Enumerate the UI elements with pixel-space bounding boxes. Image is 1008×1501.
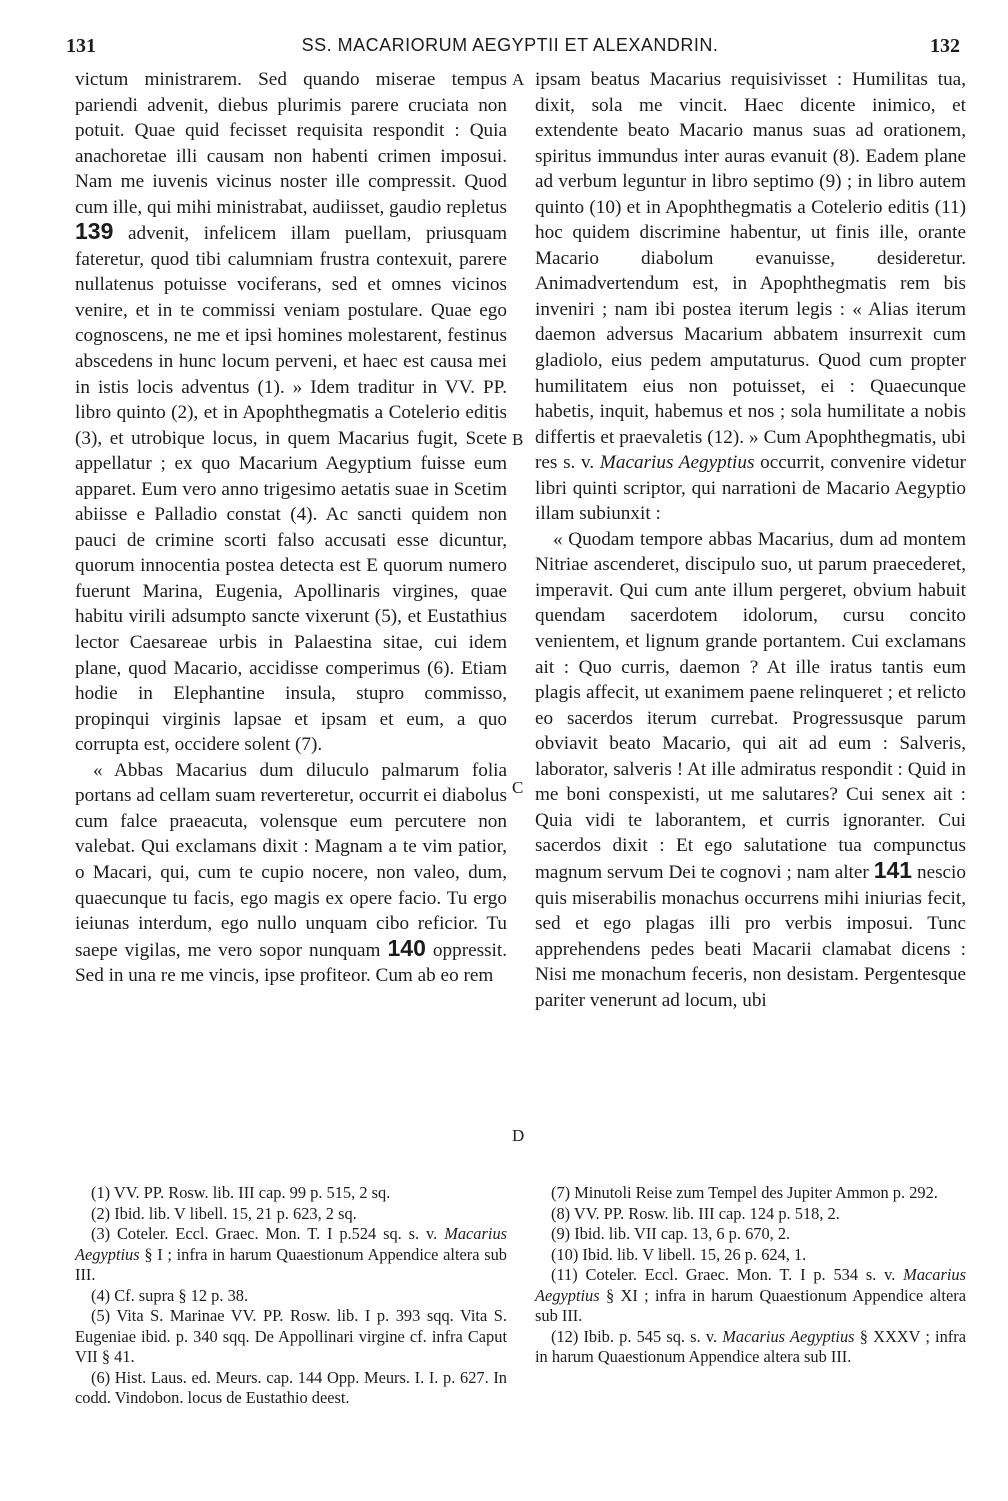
section-marker-c: C: [512, 778, 524, 797]
running-title: SS. MACARIORUM AEGYPTII ET ALEXANDRIN.: [301, 35, 719, 55]
footnote-11-italic: Macarius Aegyptius: [535, 1265, 966, 1305]
footnote-1: (1) VV. PP. Rosw. lib. III cap. 99 p. 515, 2 sq.: [91, 1183, 391, 1202]
footnote-8: (8) VV. PP. Rosw. lib. III cap. 124 p. 518, 2.: [551, 1203, 840, 1223]
right-p1-italic: Macarius Aegyptius: [599, 452, 755, 474]
page-number-left: 131: [66, 35, 96, 57]
column-number-141: 141: [873, 856, 913, 883]
footnote-12-text-a: (12) Ibib. p. 545 sq. s. v.: [551, 1326, 718, 1346]
column-number-139: 139: [75, 218, 114, 245]
footnote-6: (6) Hist. Laus. ed. Meurs. cap. 144 Opp. Meurs. I. I. p. 627. In codd. Vindobon. locus de Eustathio deest.: [75, 1367, 507, 1407]
right-p2-text-a: « Quodam tempore abbas Macarius, dum ad montem Nitriae ascenderet, discipulo suo, ut parum praecederet, imperavit. Qui cum ante illum pergeret, obvium habuit quendam sacerdotem idolorum, cursu concito venientem, et lignum grande portantem. Cui exclamans ait : Quo curris, daemon ? At ille iratus tantis eum plagis affecit, ut exanimem paene relinqueret ; et relicto eo sacerdos iterum currebat. Progressusque parum obviavit beato Macario, qui ait ad eum : Salveris, laborator, salveris ! At ille admiratus respondit : Quid in me boni conspexisti, ut me salutares? Cui senex ait : Quia vidi te laborantem, et curris ignoranter. Cui sacerdos dixit : Et ego salutatione tua compunctus magnum servum Dei te cognovi ; nam alter: [535, 528, 966, 883]
footnote-3: [75, 1224, 507, 1286]
footnote-10: (10) Ibid. lib. V libell. 15, 26 p. 624, 1.: [551, 1244, 807, 1264]
footnotes-right: [535, 1183, 966, 1368]
left-p2-text-b: oppressit. Sed in una re me vincis, ipse profiteor. Cum ab eo rem: [75, 939, 508, 987]
section-marker-d: D: [512, 1126, 525, 1145]
left-p1-text-a: victum ministrarem. Sed quando miserae tempus pariendi advenit, diebus plurimis parere cruciata non potuit. Quae quid fecisset requisita respondit : Quia anachoretae illi causam non habenti crimen imposui. Nam me iuvenis vicinus noster ille compressit. Quod cum ille, qui mihi ministrabat, audiisset, gaudio repletus: [75, 69, 507, 218]
right-p1-text: ipsam beatus Macarius requisivisset : Humilitas tua, dixit, sola me vincit. Haec dicente inimico, et extendente beato Macario manus suas ad orationem, spiritus immundus inter auras evanuit (8). Eadem plane ad verbum leguntur in libro septimo (9) ; in libro autem quinto (10) et in Apophthegmatis a Cotelerio editis (11) hoc quidem discrimine habentur, ut finis ille, orante Macario diabolum evanuisse, desideretur. Animadvertendum est, in Apophthegmatis rem bis inveniri ; nam ibi postea iterum legis : « Alias iterum daemon adversus Macarium abbatem insurrexit cum gladiolo, eius pedem amputaturus. Quod cum propter humilitatem eius non potuisset, ei : Quaecunque habetis, inquit, habemus et nos ; sola humilitate a nobis differtis et praevaletis (12). » Cum Apophthegmatis, ubi res s. v.: [535, 69, 966, 474]
left-p1-text-b: advenit, infelicem illam puellam, priusquam fateretur, quod tibi calumniam frustra contexuit, parere nullatenus potuisse vociferans, sed et omnes vicinos venire, et in te commissi veniam postulare. Quae ego cognoscens, ne me et ipsi homines molestarent, festinus abscedens in hunc locum perveni, et haec est causa mei in istis locis adventus (1). » Idem traditur in VV. PP. libro quinto (2), et in Apophthegmatis a Cotelerio editis (3), et utrobique locus, in quem Macarius fugit, Scete appellatur ; ex quo Macarium Aegyptium fuisse eum apparet. Eum vero anno trigesimo aetatis suae in Scetim abiisse e Palladio constat (4). Ac sancti quidem non pauci de crimine scorti falso accusati esse dicuntur, quorum innocentia postea detecta est E quorum numero fuerunt Marina, Eugenia, Apollinaris virgines, quae habitu virili adsumpto sancte vixerunt (5), et Eustathius lector Caesareae urbis in Palaestina sitae, cui idem plane, quod Macario, accidisse comperimus (6). Etiam hodie in Elephantine insula, stupro commisso, propinqui virginis lapsae et ipsam et eum, a quo corrupta est, occidere solent (7).: [75, 223, 508, 756]
section-marker-b: B: [512, 430, 524, 449]
left-paragraph-2: [75, 758, 507, 989]
footnote-3-text-a: (3) Coteler. Eccl. Graec. Mon. T. I p.524 sq. s. v.: [91, 1224, 438, 1243]
footnote-9: (9) Ibid. lib. VII cap. 13, 6 p. 670, 2.: [551, 1224, 791, 1243]
footnote-12: [535, 1327, 966, 1368]
section-marker-a: A: [512, 70, 525, 89]
right-column: [535, 67, 966, 1013]
running-header: [0, 35, 1008, 61]
left-column: [75, 67, 507, 989]
footnote-3-italic: Macarius Aegyptius: [75, 1224, 508, 1264]
column-number-140: 140: [387, 934, 426, 961]
right-p2-text-b: nescio quis miserabilis monachus occurrens mihi iniurias fecit, sed et ego plagas illi pro verbis imposui. Tunc apprehendens pedes beati Macarii clamabat dicens : Nisi me monachum feceris, non desistam. Pergentesque pariter venerunt ad locum, ubi: [535, 861, 966, 1011]
footnote-11-text-b: § XI ; infra in harum Quaestionum Appendice altera sub III.: [535, 1285, 966, 1325]
footnote-11: [535, 1265, 966, 1327]
footnote-12-text-b: § XXXV ; infra in harum Quaestionum Appendice altera sub III.: [535, 1326, 966, 1366]
footnote-2: (2) Ibid. lib. V libell. 15, 21 p. 623, 2 sq.: [91, 1203, 357, 1223]
page-number-right: 132: [930, 35, 960, 57]
left-p2-text-a: « Abbas Macarius dum diluculo palmarum folia portans ad cellam suam reverteretur, occurrit ei diabolus cum falce praeacuta, volensque eum percutere non valebat. Qui exclamans dixit : Magnam a te vim patior, o Macari, qui, cum te cupio nocere, non valeo, dum, quaecunque tu facis, ego magis ex opere facio. Tu ergo ieiunas interdum, ego nullo unquam cibo reficior. Tu saepe vigilas, me vero sopor nunquam: [75, 759, 507, 961]
footnote-7: (7) Minutoli Reise zum Tempel des Jupiter Ammon p. 292.: [551, 1183, 938, 1202]
right-p1-text-end: occurrit, convenire videtur libri quinti scriptor, qui narrationi de Macario Aegyptio illam subiunxit :: [535, 452, 967, 525]
footnote-12-italic: Macarius Aegyptius: [722, 1326, 855, 1346]
right-paragraph-1: [535, 67, 966, 527]
footnote-5: (5) Vita S. Marinae VV. PP. Rosw. lib. I p. 393 sqq. Vita S. Eugeniae ibid. p. 340 sqq. De Appollinari virgine cf. infra Caput VII § 41.: [75, 1306, 507, 1366]
left-paragraph-1: [75, 67, 507, 758]
right-paragraph-2: [535, 527, 966, 1013]
footnotes-left: [75, 1183, 507, 1409]
footnote-3-text-b: § I ; infra in harum Quaestionum Appendice altera sub III.: [75, 1244, 507, 1284]
footnote-11-text-a: (11) Coteler. Eccl. Graec. Mon. T. I p. 534 s. v.: [551, 1265, 896, 1284]
footnote-4: (4) Cf. supra § 12 p. 38.: [91, 1285, 249, 1305]
